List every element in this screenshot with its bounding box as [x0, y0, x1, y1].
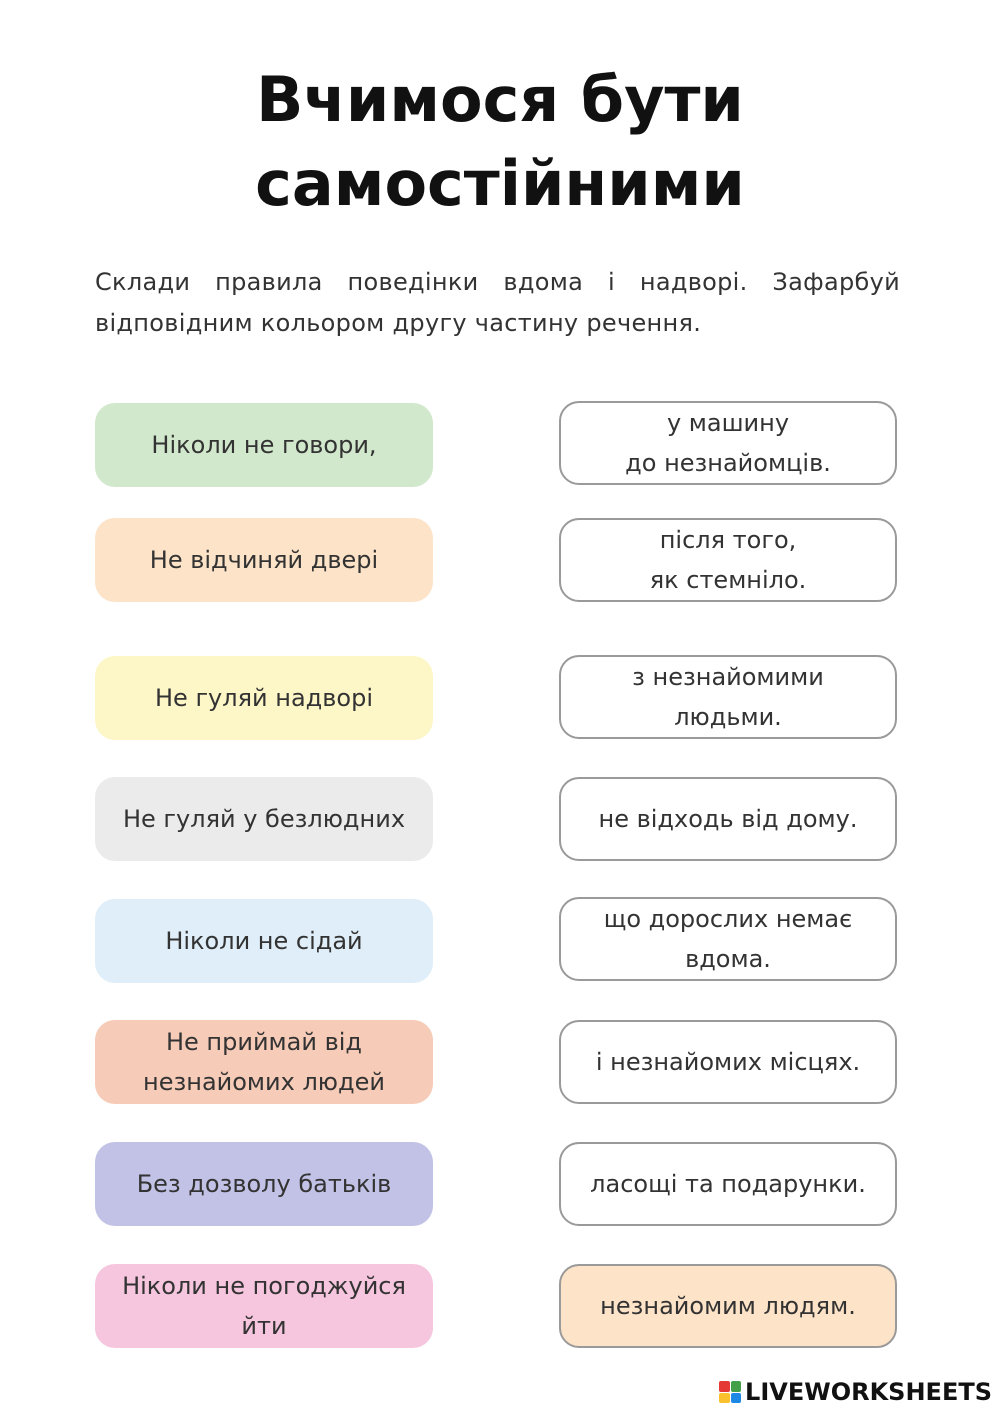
phrase-line: незнайомих людей: [143, 1068, 385, 1096]
left-phrase-card[interactable]: [95, 1020, 433, 1104]
instructions-text: Склади правила поведінки вдома і надворі. Зафарбуй відповідним кольором другу частину речення.: [95, 268, 900, 337]
logo-square-1: [719, 1381, 730, 1392]
phrase-line: Ніколи не сідай: [165, 927, 363, 955]
phrase-line: йти: [241, 1312, 287, 1340]
phrase-line: Ніколи не говори,: [151, 431, 377, 459]
left-phrase-card[interactable]: [95, 899, 433, 983]
phrase-line: до незнайомців.: [625, 449, 831, 477]
logo-square-2: [731, 1381, 742, 1392]
phrase-line: не відходь від дому.: [598, 805, 858, 833]
right-phrase-card[interactable]: [559, 518, 897, 602]
phrase-line: і незнайомих місцях.: [595, 1048, 861, 1076]
right-phrase-card[interactable]: [559, 1264, 897, 1348]
left-phrase-card[interactable]: [95, 777, 433, 861]
left-phrase-card[interactable]: [95, 518, 433, 602]
right-phrase-card[interactable]: [559, 1142, 897, 1226]
left-phrase-card[interactable]: [95, 1142, 433, 1226]
right-phrase-card[interactable]: [559, 401, 897, 485]
phrase-line: незнайомим людям.: [600, 1292, 856, 1320]
phrase-line: Без дозволу батьків: [136, 1170, 392, 1198]
right-phrase-card[interactable]: [559, 777, 897, 861]
phrase-line: Не гуляй у безлюдних: [122, 805, 406, 833]
phrase-line: що дорослих немає: [603, 905, 853, 933]
phrase-line: вдома.: [685, 945, 771, 973]
left-phrase-card[interactable]: [95, 403, 433, 487]
liveworksheets-logo-icon: [719, 1381, 741, 1403]
phrase-line: людьми.: [674, 703, 782, 731]
page-title: [0, 58, 1000, 226]
right-phrase-card[interactable]: [559, 1020, 897, 1104]
phrase-line: як стемніло.: [649, 566, 807, 594]
liveworksheets-logo[interactable]: [719, 1375, 992, 1409]
title-line-1: Вчимося бути: [256, 63, 744, 136]
phrase-line: Не відчиняй двері: [149, 546, 379, 574]
left-phrase-card[interactable]: [95, 656, 433, 740]
phrase-line: після того,: [659, 526, 797, 554]
brand-text: LIVEWORKSHEETS: [745, 1378, 992, 1406]
right-phrase-card[interactable]: [559, 897, 897, 981]
right-phrase-card[interactable]: [559, 655, 897, 739]
logo-square-3: [719, 1393, 730, 1404]
phrase-line: Не гуляй надворі: [155, 684, 373, 712]
phrase-line: Ніколи не погоджуйся: [122, 1272, 406, 1300]
logo-square-4: [731, 1393, 742, 1404]
phrase-line: ласощі та подарунки.: [590, 1170, 866, 1198]
phrase-line: з незнайомими: [632, 663, 824, 691]
phrase-line: у машину: [666, 409, 790, 437]
title-line-2: самостійними: [255, 147, 745, 220]
left-phrase-card[interactable]: [95, 1264, 433, 1348]
phrase-line: Не приймай від: [165, 1028, 362, 1056]
